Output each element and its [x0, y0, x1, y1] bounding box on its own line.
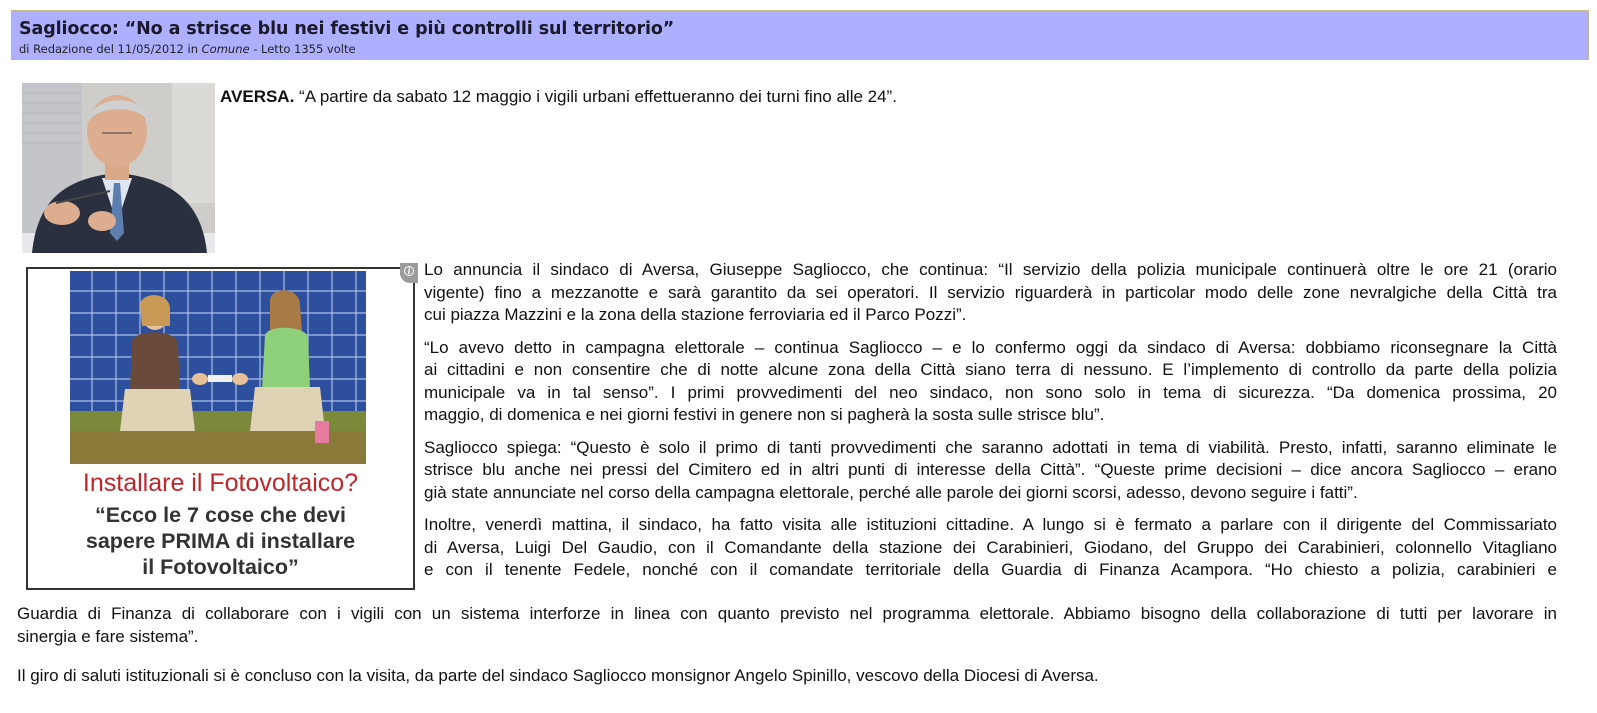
- ad-subtext-line: il Fotovoltaico”: [142, 555, 299, 579]
- article-meta: [19, 42, 356, 56]
- ad-headline: Installare il Fotovoltaico?: [82, 469, 359, 497]
- meta-author-date: di Redazione del 11/05/2012 in: [19, 42, 198, 56]
- article-title: Sagliocco: “No a strisce blu nei festivi e più controlli sul territorio”: [19, 19, 675, 39]
- solar-ad-banner[interactable]: [26, 267, 415, 590]
- text-line: Inoltre, venerdì mattina, il sindaco, ha fatto visita alle istituzioni cittadine. A lungo si è fermato a parlare con il dirigente del Commissariato: [424, 515, 1557, 534]
- ad-subtext: [28, 502, 413, 580]
- text-line: municipale va in tal senso”. I primi provvedimenti del neo sindaco, non sono solo in tema di sicurezza. “Da domenica prossima, 20: [424, 382, 1557, 402]
- text-line: Sagliocco spiega: “Questo è solo il primo di tanti provvedimenti che saranno adottati in tema di viabilità. Presto, infatti, saranno eliminate le: [424, 437, 1557, 457]
- text-line: cui piazza Mazzini e la zona della stazione ferroviaria ed il Parco Pozzi”.: [424, 305, 967, 324]
- lead-place: AVERSA.: [220, 87, 295, 106]
- text-line: Il giro di saluti istituzionali si è concluso con la visita, da parte del sindaco Sagliocco monsignor Angelo Spinillo, vescovo della Diocesi di Aversa.: [17, 666, 1099, 685]
- text-line: ai cittadini e non consentire che di notte alcune zona della Città siano terra di nessuno. E l’implemento di controllo da parte della polizia: [424, 360, 1557, 379]
- text-line: di Aversa, Luigi Del Gaudio, con il Comandante della stazione dei Carabinieri, Giodano, del Gruppo dei Carabinieri, colonnello Vitagliano: [424, 537, 1557, 557]
- paragraph-4-start: [424, 514, 1557, 582]
- paragraph-4-end: [17, 603, 1557, 648]
- article-header: [11, 10, 1589, 60]
- text-line: vigente) fino a mezzanotte e sarà garantito da sei operatori. Il servizio riguarderà in particolar modo delle zone nevralgiche della Città tra: [424, 282, 1557, 302]
- text-line: e con il tenente Fedele, nonché con il comandate territoriale della Guardia di Finanza Acampora. “Ho chiesto a polizia, carabinieri e: [424, 560, 1557, 579]
- paragraph-3: [424, 437, 1557, 505]
- ad-subtext-line: “Ecco le 7 cose che devi: [95, 503, 346, 527]
- text-line: sinergia e fare sistema”.: [17, 626, 199, 646]
- paragraph-1: [424, 259, 1557, 327]
- lead-text: “A partire da sabato 12 maggio i vigili urbani effettueranno dei turni fino alle 24”.: [299, 87, 897, 106]
- article-lead: [220, 86, 897, 108]
- ad-subtext-line: sapere PRIMA di installare: [85, 529, 356, 553]
- article-photo: [22, 83, 215, 253]
- meta-read-count: - Letto 1355 volte: [253, 42, 356, 56]
- ad-info-icon[interactable]: i: [400, 263, 418, 283]
- text-line: maggio, di domenica e nei giorni festivi in genere non si pagherà la sosta sulle strisce blu”.: [424, 405, 1105, 424]
- ad-image: [70, 271, 366, 464]
- article-body: [424, 259, 1557, 592]
- paragraph-2: [424, 337, 1557, 427]
- text-line: Guardia di Finanza di collaborare con i vigili con un sistema interforze in linea con quanto previsto nel programma elettorale. Abbiamo bisogno della collaborazione di tutti per lavorare in: [17, 604, 1557, 623]
- paragraph-5: [17, 665, 1557, 688]
- text-line: “Lo avevo detto in campagna elettorale – continua Sagliocco – e lo confermo oggi da sindaco di Aversa: dobbiamo riconsegnare la Città: [424, 337, 1557, 357]
- text-line: Lo annuncia il sindaco di Aversa, Giuseppe Sagliocco, che continua: “Il servizio della polizia municipale continuerà oltre le ore 21 (orario: [424, 260, 1557, 279]
- meta-category-link[interactable]: Comune: [201, 42, 250, 56]
- text-line: già state annunciate nel corso della campagna elettorale, perché alle parole dei giorni scorsi, adesso, devono seguire i fatti”.: [424, 482, 1358, 502]
- text-line: strisce blu anche nei pressi del Cimitero ed in altri punti di interesse della Città”. “Queste prime decisioni – dice ancora Sagliocco – erano: [424, 460, 1557, 479]
